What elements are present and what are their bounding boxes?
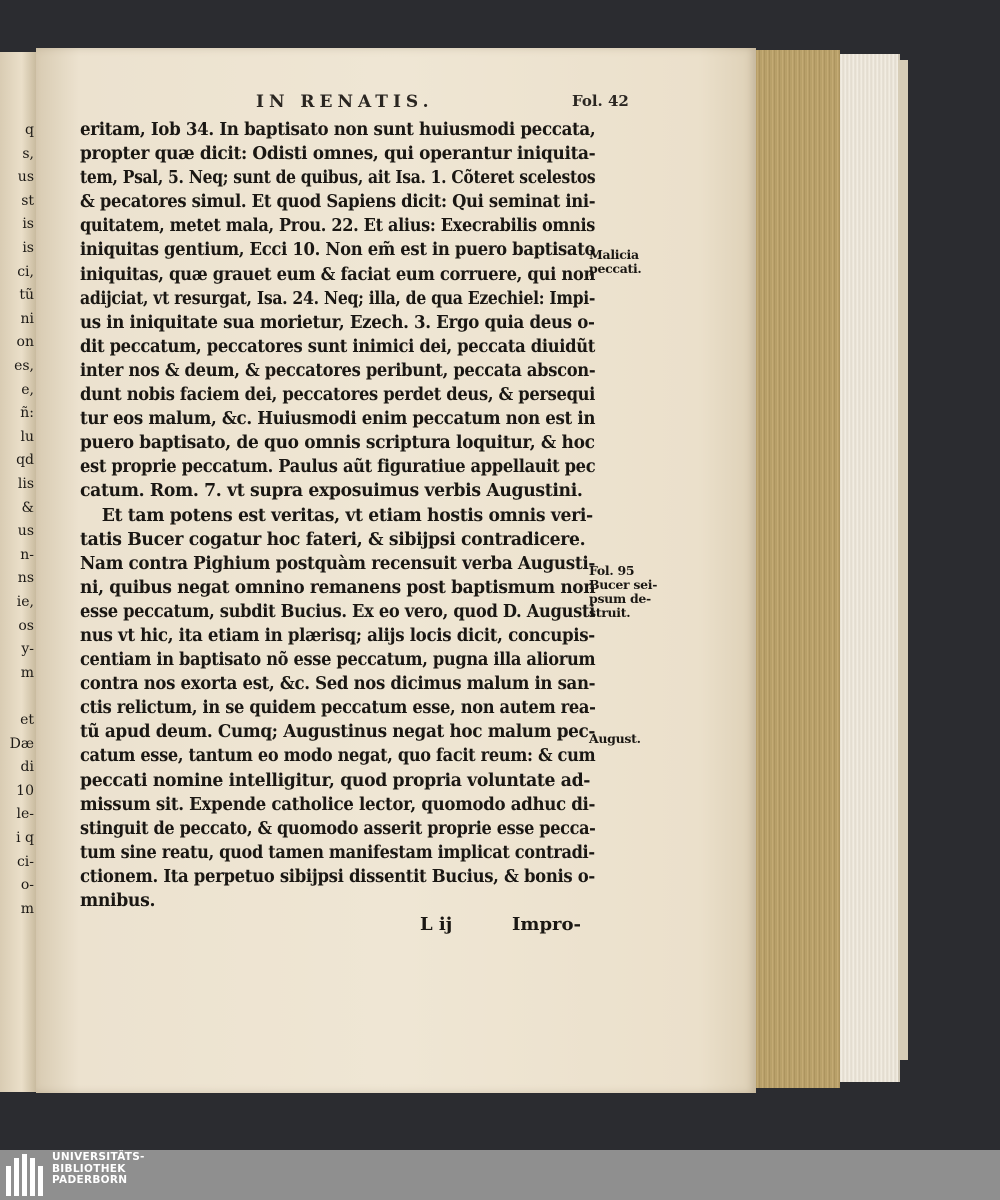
left-page-fragment: is	[22, 216, 34, 233]
left-page-fragment: lis	[17, 476, 34, 492]
text-line: centiam in baptisato nõ esse peccatum, pugna illa aliorum	[80, 650, 596, 671]
text-line: tum sine reatu, quod tamen manifestam implicat contradi-	[80, 842, 595, 863]
library-name-line: BIBLIOTHEK	[52, 1162, 126, 1175]
text-line: stinguit de peccato, & quomodo asserit proprie esse pecca-	[80, 818, 596, 839]
body-text	[80, 118, 600, 913]
library-name-line: UNIVERSITÄTS-	[52, 1151, 145, 1163]
margin-note-line: Fol. 95	[589, 563, 635, 578]
text-line: tem, Psal, 5. Neq; sunt de quibus, ait Isa. 1. Cõteret scelestos	[80, 168, 596, 189]
left-page-fragment: n-	[20, 546, 34, 563]
left-page-fragment: is	[22, 240, 34, 256]
text-line: adijciat, vt resurgat, Isa. 24. Neq; illa, de qua Ezechiel: Impi-	[80, 288, 596, 309]
left-page-fragment: lu	[20, 428, 34, 445]
text-line: iniquitas, quæ grauet eum & faciat eum corruere, qui non	[80, 264, 596, 285]
text-line: ni, quibus negat omnino remanens post baptismum non	[80, 577, 596, 598]
left-page-fragment: Dæ	[9, 735, 34, 752]
left-page-edge	[0, 52, 37, 1092]
margin-note-malicia	[589, 248, 642, 276]
text-line: dunt nobis faciem dei, peccatores perdet deus, & persequi	[80, 385, 596, 406]
left-page-fragment: le-	[16, 806, 34, 823]
left-page-fragment: di	[20, 759, 34, 776]
margin-note-line: peccati.	[589, 261, 642, 276]
left-page-fragment: us	[17, 169, 34, 186]
signature-mark: L ij	[420, 914, 453, 935]
text-line: Et tam potens est veritas, vt etiam hostis omnis veri-	[101, 505, 593, 526]
folio-number: Fol. 42	[572, 92, 629, 110]
text-line: dit peccatum, peccatores sunt inimici dei, peccata diuidũt	[80, 336, 596, 357]
text-line: quitatem, metet mala, Prou. 22. Et alius: Execrabilis omnis	[80, 216, 596, 237]
text-line: iniquitas gentium, Ecci 10. Non em̃ est in puero baptisato	[80, 240, 596, 261]
left-page-fragment: qd	[16, 452, 34, 469]
left-page-fragment: &	[21, 499, 34, 516]
library-footer	[0, 1150, 1000, 1200]
left-page-fragment: ie,	[16, 594, 34, 610]
left-page-fragment: m	[20, 664, 34, 681]
text-line: tũ apud deum. Cumq; Augustinus negat hoc malum pec-	[80, 722, 596, 743]
margin-note-bucer	[589, 564, 657, 620]
left-page-fragment: i q	[16, 830, 34, 846]
text-line: est proprie peccatum. Paulus aũt figuratiue appellauit pec	[80, 457, 596, 478]
left-page-fragment: es,	[14, 358, 34, 374]
page-stack-edge	[840, 54, 900, 1082]
page-header	[36, 92, 756, 118]
margin-note-line: August.	[589, 731, 641, 746]
left-page-fragment: y-	[21, 641, 34, 658]
text-line: inter nos & deum, & peccatores peribunt, peccata abscon-	[80, 360, 596, 381]
margin-note-line: struit.	[589, 605, 631, 620]
text-line: mnibus.	[80, 891, 156, 911]
left-page-fragment: m	[20, 900, 34, 917]
left-page-fragment: ñ:	[20, 405, 34, 422]
margin-note-line: Bucer sei-	[589, 577, 658, 592]
left-page-fragment: os	[18, 617, 34, 634]
catchword: Impro-	[512, 914, 582, 935]
left-page-fragment: st	[21, 192, 34, 209]
text-line: esse peccatum, subdit Bucius. Ex eo vero, quod D. Augusti	[80, 601, 595, 622]
text-line: ctionem. Ita perpetuo sibijpsi dissentit Bucius, & bonis o-	[80, 866, 595, 887]
text-line: eritam, Iob 34. In baptisato non sunt huiusmodi peccata,	[80, 120, 596, 140]
left-page-fragment: tũ	[19, 287, 34, 304]
text-line: & pecatores simul. Et quod Sapiens dicit: Qui seminat ini-	[80, 192, 596, 213]
margin-note-line: Malicia	[589, 247, 639, 262]
page-stack-gilt-edge	[756, 50, 840, 1088]
running-title: IN RENATIS.	[256, 92, 434, 112]
left-page-fragment: q	[25, 122, 34, 138]
text-line: propter quæ dicit: Odisti omnes, qui operantur iniquita-	[80, 144, 596, 165]
margin-note-line: psum de-	[589, 591, 651, 606]
left-page-fragment: on	[16, 334, 34, 351]
text-line: tur eos malum, &c. Huiusmodi enim peccatum non est in	[80, 409, 596, 430]
left-page-fragment: o-	[20, 877, 34, 894]
text-line: missum sit. Expende catholice lector, quomodo adhuc di-	[80, 794, 596, 815]
margin-note-august	[589, 732, 641, 746]
left-page-fragment: ci,	[17, 263, 34, 280]
left-page-fragment: ni	[20, 310, 34, 327]
library-name	[52, 1152, 145, 1187]
text-line: Nam contra Pighium postquàm recensuit verba Augusti-	[80, 553, 596, 574]
text-line: peccati nomine intelligitur, quod propria voluntate ad-	[80, 770, 591, 791]
left-page-fragment: et	[20, 712, 34, 728]
text-line: ctis relictum, in se quidem peccatum esse, non autem rea-	[80, 698, 596, 719]
text-line: us in iniquitate sua morietur, Ezech. 3. Ergo quia deus o-	[80, 312, 595, 333]
text-line: tatis Bucer cogatur hoc fateri, & sibijpsi contradicere.	[80, 529, 586, 550]
left-page-fragment: s,	[22, 145, 34, 162]
library-name-line: PADERBORN	[52, 1174, 128, 1186]
left-page-fragment: e,	[21, 381, 34, 398]
left-page-fragment: 10	[16, 782, 34, 799]
text-line: catum. Rom. 7. vt supra exposuimus verbis Augustini.	[80, 481, 583, 502]
text-line: puero baptisato, de quo omnis scriptura loquitur, & hoc	[80, 433, 595, 454]
text-line: contra nos exorta est, &c. Sed nos dicimus malum in san-	[80, 674, 596, 695]
book-cover-edge	[898, 60, 908, 1060]
left-page-fragment: ns	[17, 570, 34, 587]
text-line: catum esse, tantum eo modo negat, quo facit reum: & cum	[80, 746, 596, 767]
left-page-fragment: us	[17, 523, 34, 540]
library-logo-icon	[6, 1154, 46, 1196]
text-line: nus vt hic, ita etiam in plærisq; alijs locis dicit, concupis-	[80, 625, 595, 646]
left-page-fragment: ci-	[16, 853, 34, 870]
